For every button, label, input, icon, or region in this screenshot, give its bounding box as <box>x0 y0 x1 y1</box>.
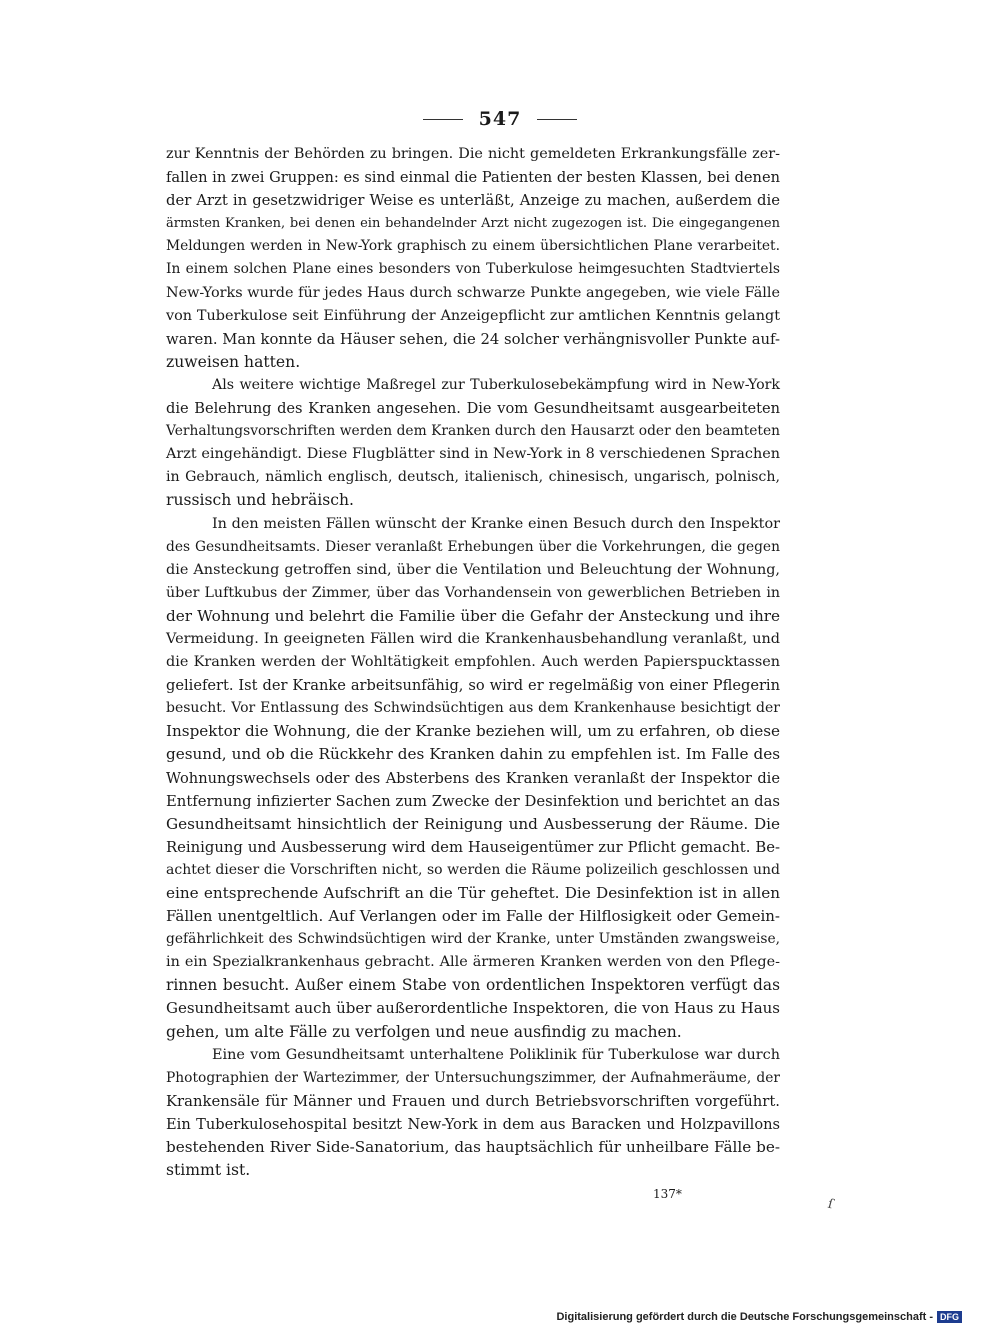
text-line: die Ansteckung getroffen sind, über die Ventilation und Beleuchtung der Wohnung, <box>166 561 780 578</box>
text-line: Vermeidung. In geeigneten Fällen wird die Krankenhausbehandlung veranlaßt, und <box>166 630 780 647</box>
text-line: Gesundheitsamt hinsichtlich der Reinigung und Ausbesserung der Räume. Die <box>166 814 780 833</box>
text-line: Verhaltungsvorschriften werden dem Kranken durch den Hausarzt oder den beamteten <box>166 423 780 440</box>
text-line: achtet dieser die Vorschriften nicht, so werden die Räume polizeilich geschlossen und <box>166 861 780 878</box>
text-line: rinnen besucht. Außer einem Stabe von ordentlichen Inspektoren verfügt das <box>166 976 780 995</box>
text-line: Entfernung infizierter Sachen zum Zwecke der Desinfektion und berichtet an das <box>166 792 780 810</box>
footer-credit <box>556 1311 962 1323</box>
page-header <box>0 108 1000 130</box>
text-line: Meldungen werden in New-York graphisch zu einem übersichtlichen Plane verarbeitet. <box>166 238 780 255</box>
text-line: ärmsten Kranken, bei denen ein behandelnder Arzt nicht zugezogen ist. Die eingegangenen <box>166 216 780 232</box>
text-line: die Belehrung des Kranken angesehen. Die vom Gesundheitsamt ausgearbeiteten <box>166 400 780 418</box>
text-line: gesund, und ob die Rückkehr des Kranken dahin zu empfehlen ist. Im Falle des <box>166 745 780 764</box>
text-line: In einem solchen Plane eines besonders von Tuberkulose heimgesuchten Stadtviertels <box>166 261 780 278</box>
text-line: Wohnungswechsels oder des Absterbens des Kranken veranlaßt der Inspektor die <box>166 769 780 787</box>
signature-mark: 137* <box>653 1187 682 1201</box>
stray-pencil-mark: ſ <box>826 1196 835 1213</box>
paragraph <box>166 1044 780 1183</box>
text-line: besucht. Vor Entlassung des Schwindsüchtigen aus dem Krankenhause besichtigt der <box>166 700 780 717</box>
text-line: Als weitere wichtige Maßregel zur Tuberkulosebekämpfung wird in New-York <box>212 376 780 393</box>
text-line: geliefert. Ist der Kranke arbeitsunfähig, so wird er regelmäßig von einer Pflegerin <box>166 677 780 695</box>
text-line: Eine vom Gesundheitsamt unterhaltene Poliklinik für Tuberkulose war durch <box>212 1046 780 1063</box>
text-line: von Tuberkulose seit Einführung der Anzeigepflicht zur amtlichen Kenntnis gelangt <box>166 307 780 324</box>
text-line: Arzt eingehändigt. Diese Flugblätter sind in New-York in 8 verschiedenen Sprachen <box>166 446 780 463</box>
text-line: in ein Spezialkrankenhaus gebracht. Alle ärmeren Kranken werden von den Pflege- <box>166 954 780 971</box>
text-line: Inspektor die Wohnung, die der Kranke beziehen will, um zu erfahren, ob diese <box>166 722 780 741</box>
paragraph <box>166 374 780 513</box>
text-line: in Gebrauch, nämlich englisch, deutsch, italienisch, chinesisch, ungarisch, polnisch, <box>166 469 780 486</box>
text-line: gefährlichkeit des Schwindsüchtigen wird der Kranke, unter Umständen zwangsweise, <box>166 931 780 948</box>
body-text <box>166 143 780 1182</box>
text-line: russisch und hebräisch. <box>166 491 354 510</box>
footer-credit-text: Digitalisierung gefördert durch die Deutsche Forschungsgemeinschaft - <box>556 1311 933 1323</box>
text-line: zur Kenntnis der Behörden zu bringen. Die nicht gemeldeten Erkrankungsfälle zer- <box>166 146 780 162</box>
text-line: fallen in zwei Gruppen: es sind einmal die Patienten der besten Klassen, bei denen <box>166 169 780 187</box>
text-line: bestehenden River Side-Sanatorium, das hauptsächlich für unheilbare Fälle be- <box>166 1138 780 1157</box>
text-line: über Luftkubus der Zimmer, über das Vorhandensein von gewerblichen Betrieben in <box>166 584 780 601</box>
header-rule-left <box>423 119 463 120</box>
text-line: gehen, um alte Fälle zu verfolgen und neue ausfindig zu machen. <box>166 1022 682 1041</box>
header-rule-right <box>537 119 577 120</box>
text-line: Fällen unentgeltlich. Auf Verlangen oder im Falle der Hilflosigkeit oder Gemein- <box>166 907 780 926</box>
paragraph <box>166 513 780 1044</box>
text-line: waren. Man konnte da Häuser sehen, die 24 solcher verhängnisvoller Punkte auf- <box>166 330 780 348</box>
text-line: Photographien der Wartezimmer, der Untersuchungszimmer, der Aufnahmeräume, der <box>166 1069 780 1086</box>
text-line: der Wohnung und belehrt die Familie über die Gefahr der Ansteckung und ihre <box>166 606 780 625</box>
text-line: In den meisten Fällen wünscht der Kranke einen Besuch durch den Inspektor <box>212 515 780 532</box>
text-line: die Kranken werden der Wohltätigkeit empfohlen. Auch werden Papierspucktassen <box>166 654 780 671</box>
text-line: Ein Tuberkulosehospital besitzt New-York in dem aus Baracken und Holzpavillons <box>166 1115 780 1133</box>
paragraph <box>166 143 780 374</box>
page-number: 547 <box>478 108 522 130</box>
dfg-logo: DFG <box>937 1311 962 1323</box>
text-line: Reinigung und Ausbesserung wird dem Hauseigentümer zur Pflicht gemacht. Be- <box>166 838 780 856</box>
text-line: Krankensäle für Männer und Frauen und durch Betriebsvorschriften vorgeführt. <box>166 1092 780 1110</box>
text-line: des Gesundheitsamts. Dieser veranlaßt Erhebungen über die Vorkehrungen, die gegen <box>166 538 780 555</box>
text-line: stimmt ist. <box>166 1161 251 1180</box>
text-line: New-Yorks wurde für jedes Haus durch schwarze Punkte angegeben, wie viele Fälle <box>166 284 780 301</box>
text-line: Gesundheitsamt auch über außerordentliche Inspektoren, die von Haus zu Haus <box>166 999 780 1018</box>
text-line: eine entsprechende Aufschrift an die Tür geheftet. Die Desinfektion ist in allen <box>166 884 780 902</box>
text-line: der Arzt in gesetzwidriger Weise es unterläßt, Anzeige zu machen, außerdem die <box>166 192 780 210</box>
text-line: zuweisen hatten. <box>166 352 301 371</box>
